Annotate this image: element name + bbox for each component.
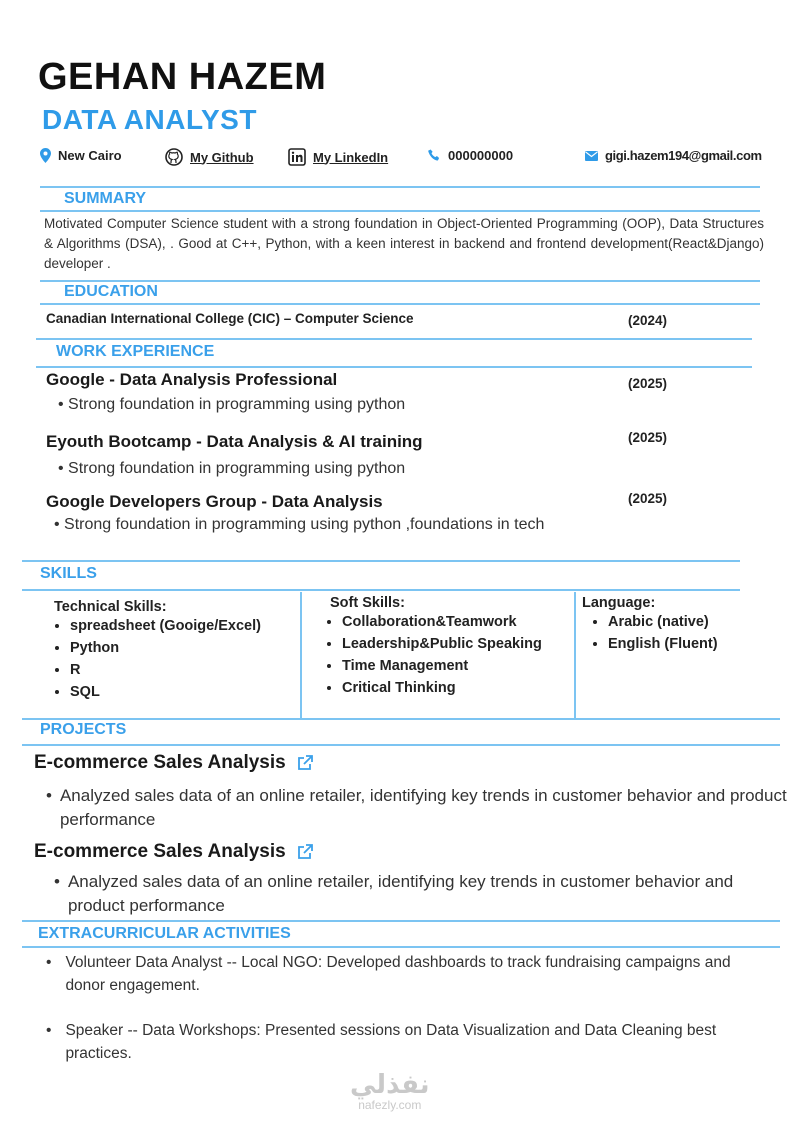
job-bullet: • Strong foundation in programming using python xyxy=(58,460,406,477)
location-text: New Cairo xyxy=(58,148,122,163)
contact-linkedin[interactable] xyxy=(288,148,388,166)
column-divider xyxy=(574,592,576,718)
skill-item: • Time Management xyxy=(342,657,570,676)
project-title[interactable]: E-commerce Sales Analysis xyxy=(34,841,314,863)
summary-text: Motivated Computer Science student with a strong foundation in Object-Oriented Programming (OOP), Data Structures & Algorithms (DSA), . Good at C++, Python, with a keen interest in backend and frontend development(React&Django) developer . xyxy=(44,216,764,271)
email-text[interactable]: gigi.hazem194@gmail.com xyxy=(605,148,762,163)
project-title[interactable]: E-commerce Sales Analysis xyxy=(34,752,314,774)
linkedin-link[interactable]: My LinkedIn xyxy=(313,149,389,165)
project-bullet: • Analyzed sales data of an online retailer, identifying key trends in customer behavior and product performance xyxy=(46,786,787,829)
job-role: DATA ANALYST xyxy=(42,104,257,135)
external-link-icon[interactable] xyxy=(296,843,314,861)
education-entry: Canadian International College (CIC) – Computer Science xyxy=(46,311,414,326)
watermark xyxy=(350,1070,430,1112)
phone-icon xyxy=(428,149,441,162)
project-bullet: • Analyzed sales data of an online retailer, identifying key trends in customer behavior and product performance xyxy=(54,872,734,915)
email-icon xyxy=(585,151,598,161)
skill-item: • Leadership&Public Speaking xyxy=(342,635,570,654)
job-bullet: • Strong foundation in programming using python ,foundations in tech xyxy=(54,516,545,533)
watermark-arabic: نفذلي xyxy=(350,1070,430,1100)
section-divider xyxy=(22,946,780,948)
github-link[interactable]: My Github xyxy=(190,149,254,165)
section-divider xyxy=(40,280,760,282)
job-year: (2025) xyxy=(628,430,668,445)
job-title: Eyouth Bootcamp - Data Analysis & AI training xyxy=(46,432,423,451)
contact-phone xyxy=(428,148,513,163)
technical-skills-label: Technical Skills: xyxy=(54,599,167,615)
language-column xyxy=(582,595,752,657)
linkedin-icon xyxy=(288,148,306,166)
job-year: (2025) xyxy=(628,376,668,391)
education-heading: EDUCATION xyxy=(64,283,158,300)
section-divider xyxy=(40,303,760,305)
contact-location xyxy=(40,148,122,163)
soft-skills-column xyxy=(330,595,570,701)
projects-heading: PROJECTS xyxy=(40,721,127,738)
section-divider xyxy=(40,210,760,212)
skill-item: • Collaboration&Teamwork xyxy=(342,613,570,632)
github-icon xyxy=(165,148,183,166)
education-year: (2024) xyxy=(628,313,668,328)
activity-item: • Speaker -- Data Workshops: Presented sessions on Data Visualization and Data Cleaning best practices. xyxy=(46,1022,717,1062)
skill-item: • Python xyxy=(70,639,294,658)
external-link-icon[interactable] xyxy=(296,754,314,772)
section-divider xyxy=(22,718,780,720)
section-divider xyxy=(36,338,752,340)
section-divider xyxy=(22,589,740,591)
skill-item: • R xyxy=(70,661,294,680)
soft-skills-label: Soft Skills: xyxy=(330,595,405,611)
language-item: • Arabic (native) xyxy=(608,613,752,632)
extracurricular-heading: EXTRACURRICULAR ACTIVITIES xyxy=(38,925,291,942)
activity-item: • Volunteer Data Analyst -- Local NGO: Developed dashboards to track fundraising campaigns and donor engagement. xyxy=(46,954,731,994)
job-title: Google - Data Analysis Professional xyxy=(46,370,338,389)
language-label: Language: xyxy=(582,595,656,611)
skills-heading: SKILLS xyxy=(40,565,97,582)
job-title: Google Developers Group - Data Analysis xyxy=(46,492,383,511)
location-pin-icon xyxy=(40,148,51,163)
job-bullet: • Strong foundation in programming using python xyxy=(58,396,406,413)
section-divider xyxy=(22,920,780,922)
section-divider xyxy=(40,186,760,188)
technical-skills-column xyxy=(54,599,294,705)
column-divider xyxy=(300,592,302,718)
contact-email[interactable] xyxy=(585,148,762,163)
experience-heading: WORK EXPERIENCE xyxy=(56,343,215,360)
section-divider xyxy=(22,560,740,562)
section-divider xyxy=(36,366,752,368)
watermark-latin: nafezly.com xyxy=(358,1098,422,1112)
skill-item: • Critical Thinking xyxy=(342,679,570,698)
job-year: (2025) xyxy=(628,491,668,506)
language-item: • English (Fluent) xyxy=(608,635,752,654)
skill-item: • SQL xyxy=(70,683,294,702)
section-divider xyxy=(22,744,780,746)
summary-heading: SUMMARY xyxy=(64,190,147,207)
phone-text: 000000000 xyxy=(448,148,514,163)
candidate-name: GEHAN HAZEM xyxy=(38,56,327,98)
skill-item: • spreadsheet (Gooige/Excel) xyxy=(70,617,294,636)
contact-github[interactable] xyxy=(165,148,254,166)
